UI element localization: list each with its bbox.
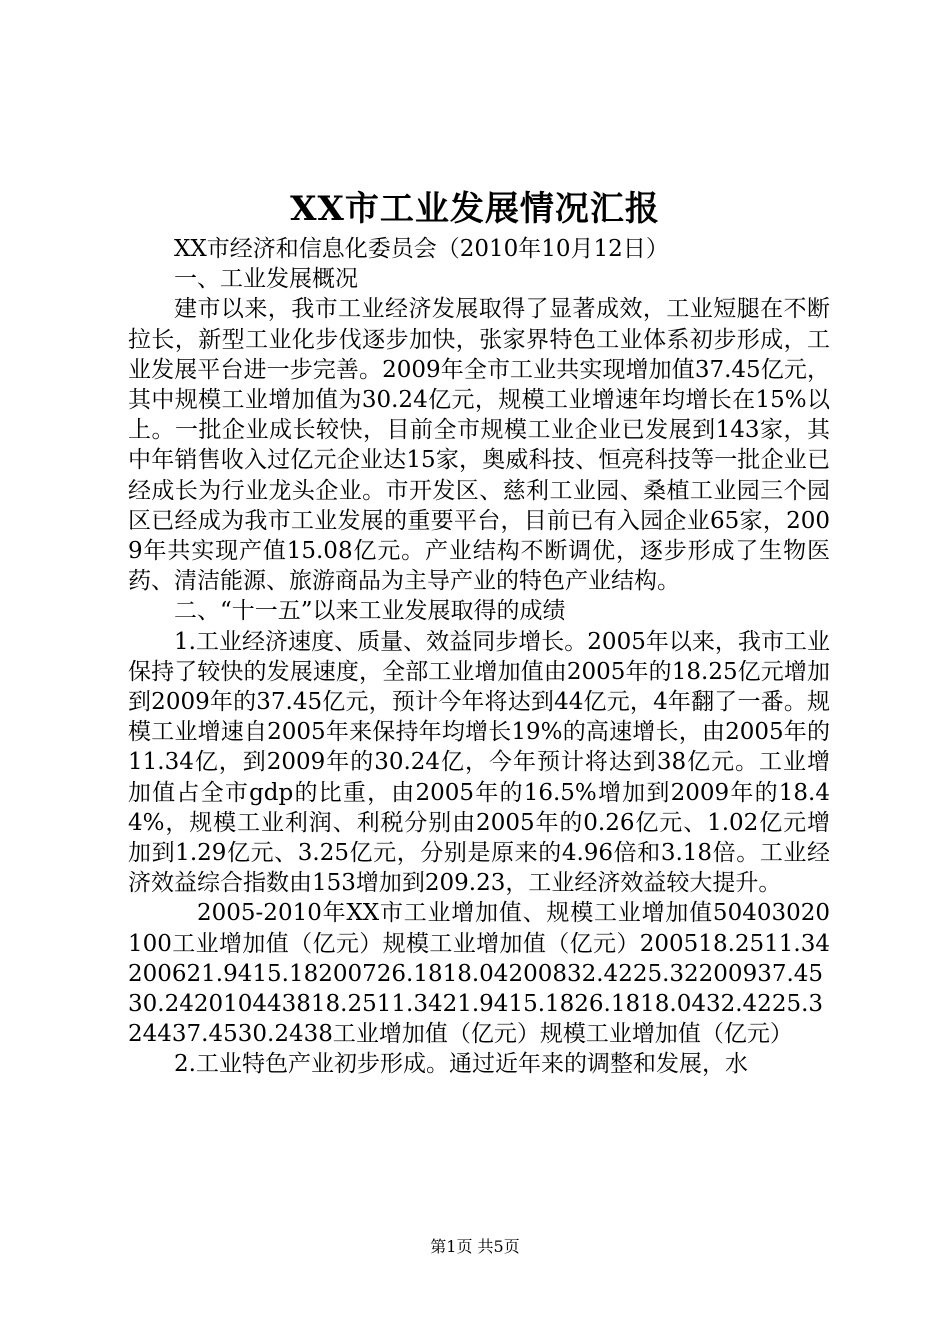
body-paragraph-growth: 1.工业经济速度、质量、效益同步增长。2005年以来，我市工业保持了较快的发展速度，全部工业增加值由2005年的18.25亿元增加到2009年的37.45亿元，预计今年将达到44亿元，4年翻了一番。规模工业增速自2005年来保持年均增长19%的高速增长，由2005年的11.34亿，到2009年的30.24亿，今年预计将达到38亿元。工业增加值占全市gdp的比重，由2005年的16.5%增加到2009年的18.44%，规模工业利润、利税分别由2005年的0.26亿元、1.02亿元增加到1.29亿元、3.25亿元，分别是原来的4.96倍和3.18倍。工业经济效益综合指数由153增加到209.23，工业经济效益较大提升。 bbox=[128, 628, 830, 897]
page-footer: 第1页 共5页 bbox=[430, 1237, 520, 1256]
issuer-line: XX市经济和信息化委员会（2010年10月12日） bbox=[174, 236, 669, 262]
document-title: XX市工业发展情况汇报 bbox=[290, 189, 660, 229]
document-body bbox=[128, 234, 830, 1080]
chart-text-residue: 2005-2010年XX市工业增加值、规模工业增加值50403020100工业增加值（亿元）规模工业增加值（亿元）200518.2511.34200621.9415.18200726.1818.04200832.4225.32200937.4530.242010443818.2511.3421.9415.1826.1818.0432.4225.324437.4530.2438工业增加值（亿元）规模工业增加值（亿元） bbox=[128, 900, 830, 1048]
body-paragraph-overview: 建市以来，我市工业经济发展取得了显著成效，工业短腿在不断拉长，新型工业化步伐逐步加快，张家界特色工业体系初步形成，工业发展平台进一步完善。2009年全市工业共实现增加值37.45亿元，其中规模工业增加值为30.24亿元，规模工业增速年均增长在15%以上。一批企业成长较快，目前全市规模工业企业已发展到143家，其中年销售收入过亿元企业达15家，奥威科技、恒亮科技等一批企业已经成长为行业龙头企业。市开发区、慈利工业园、桑植工业园三个园区已经成为我市工业发展的重要平台，目前已有入园企业65家，2009年共实现产值15.08亿元。产业结构不断调优，逐步形成了生物医药、清洁能源、旅游商品为主导产业的特色产业结构。 bbox=[128, 296, 830, 595]
section-heading-2: 二、“十一五”以来工业发展取得的成绩 bbox=[174, 598, 566, 625]
section-heading-1: 一、工业发展概况 bbox=[174, 266, 358, 293]
body-paragraph-industry: 2.工业特色产业初步形成。通过近年来的调整和发展，水 bbox=[174, 1051, 748, 1078]
